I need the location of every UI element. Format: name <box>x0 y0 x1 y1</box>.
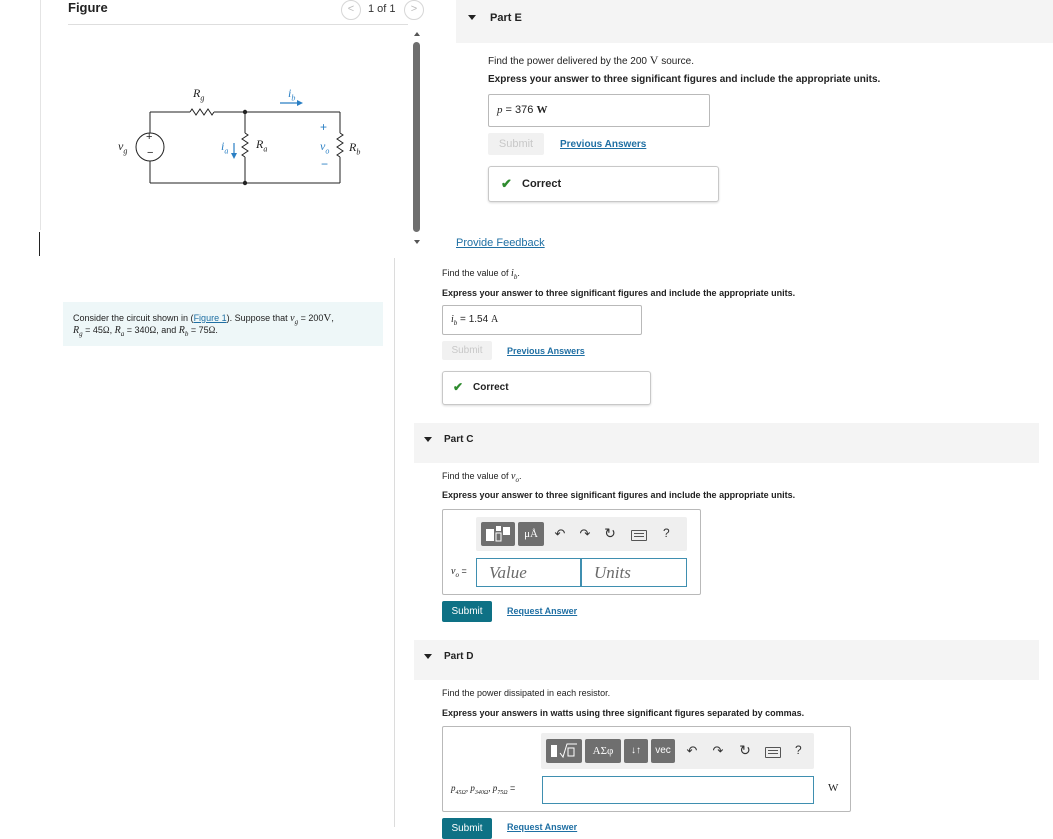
rb-label: $R_b$ <box>349 140 361 157</box>
part-b-question: Find the value of $i_b$. <box>442 268 520 281</box>
reset-icon[interactable]: ↻ <box>739 742 751 758</box>
part-b-previous-answers-link[interactable]: Previous Answers <box>507 346 585 356</box>
value-input[interactable] <box>476 558 581 587</box>
part-c-header[interactable] <box>414 423 1039 463</box>
fraction-root-icon[interactable] <box>546 739 582 763</box>
ia-label: $i_a$ <box>221 139 229 156</box>
part-e-previous-answers-link[interactable]: Previous Answers <box>560 139 647 150</box>
column-divider <box>394 258 395 827</box>
collapse-triangle-icon <box>468 15 476 20</box>
figure-panel <box>0 0 430 260</box>
vg-label: $v_g$ <box>118 139 128 156</box>
provide-feedback-link[interactable]: Provide Feedback <box>456 237 545 249</box>
part-c-title: Part C <box>444 434 474 445</box>
vector-button[interactable]: vec <box>651 739 675 763</box>
value-placeholder: Value <box>489 563 527 582</box>
text-cursor <box>39 232 40 256</box>
part-c-question: Find the value of $v_o$. <box>442 471 522 484</box>
undo-icon[interactable]: ↶ <box>554 526 566 541</box>
part-b-instruction: Express your answer to three significant figures and include the appropriate units. <box>442 288 796 298</box>
source-minus-label: − <box>147 147 154 159</box>
problem-statement <box>63 302 383 346</box>
units-picker-button[interactable]: μÅ <box>518 522 544 546</box>
part-d-header[interactable] <box>414 640 1039 680</box>
help-icon[interactable]: ? <box>663 526 670 540</box>
figure-1-link[interactable]: Figure 1 <box>193 313 227 323</box>
part-b-feedback <box>442 371 651 405</box>
part-d-submit-button[interactable]: Submit <box>442 818 492 839</box>
greek-symbols-button[interactable]: ΑΣφ <box>585 739 621 763</box>
part-e-header[interactable] <box>456 0 1053 43</box>
units-placeholder: Units <box>594 563 631 582</box>
figure-pager: 1 of 1 <box>368 3 396 15</box>
vo-plus-label: + <box>320 120 328 134</box>
vo-minus-label: − <box>321 157 329 171</box>
next-figure-button[interactable]: > <box>404 0 424 20</box>
help-icon[interactable]: ? <box>795 743 802 757</box>
collapse-triangle-icon <box>424 437 432 442</box>
part-c-answer-area <box>442 509 701 595</box>
problem-line-1: Consider the circuit shown in (Figure 1). Suppose that $v_g = 200V$, <box>73 312 334 326</box>
check-icon: ✔ <box>501 176 512 191</box>
ib-label: $i_b$ <box>288 86 296 103</box>
part-c-instruction: Express your answer to three significant figures and include the appropriate units. <box>442 490 796 500</box>
power-answer-label: $p_{45\Omega}$, $p_{340\Omega}$, $p_{75\Omega}$ = <box>451 783 516 796</box>
left-border-line <box>40 0 41 230</box>
redo-icon[interactable]: ↷ <box>579 526 591 541</box>
part-c-submit-button[interactable]: Submit <box>442 601 492 622</box>
units-input[interactable] <box>581 558 687 587</box>
sort-arrows-button[interactable]: ↓↑ <box>624 739 648 763</box>
part-c-request-answer-link[interactable]: Request Answer <box>507 606 578 616</box>
part-e-submit-button[interactable]: Submit <box>488 133 544 155</box>
rg-label: $R_g$ <box>193 86 205 103</box>
circuit-diagram <box>0 0 430 260</box>
part-e-feedback <box>488 166 719 202</box>
source-plus-label: + <box>146 131 153 143</box>
part-e-answer-box[interactable]: p = 376 W <box>488 94 710 127</box>
ra-label: $R_a$ <box>256 137 268 154</box>
vo-answer-label: $v_o$ = <box>451 566 467 579</box>
collapse-triangle-icon <box>424 654 432 659</box>
part-e-correct-label: Correct <box>522 178 562 190</box>
prev-figure-button[interactable]: < <box>341 0 361 20</box>
part-d-question: Find the power dissipated in each resistor. <box>442 688 611 698</box>
template-icon[interactable] <box>481 522 515 546</box>
part-b-submit-button[interactable]: Submit <box>442 341 492 360</box>
keyboard-icon[interactable] <box>765 747 781 758</box>
power-answer-input[interactable] <box>542 776 814 804</box>
figure-title: Figure <box>68 0 108 15</box>
reset-icon[interactable]: ↻ <box>604 525 616 541</box>
problem-line-2: $R_g = 45\Omega$, $R_a = 340\Omega$, and $R_b = 75\Omega$. <box>73 325 218 338</box>
power-unit-label: W <box>828 782 839 794</box>
part-e-instruction: Express your answer to three significant figures and include the appropriate units. <box>488 74 881 85</box>
undo-icon[interactable]: ↶ <box>686 743 698 758</box>
part-b-correct-label: Correct <box>473 382 509 393</box>
redo-icon[interactable]: ↷ <box>712 743 724 758</box>
part-d-answer-area <box>442 726 851 812</box>
check-icon: ✔ <box>453 380 464 394</box>
part-d-request-answer-link[interactable]: Request Answer <box>507 822 578 832</box>
part-e-question: Find the power delivered by the 200 V source. <box>488 53 695 67</box>
keyboard-icon[interactable] <box>631 530 647 541</box>
part-b-answer-box[interactable]: $i_b = 1.54$ A <box>442 305 642 335</box>
part-e-title: Part E <box>490 12 522 24</box>
part-d-title: Part D <box>444 651 474 662</box>
vo-label: $v_o$ <box>320 139 330 156</box>
part-d-instruction: Express your answers in watts using three significant figures separated by commas. <box>442 708 805 718</box>
